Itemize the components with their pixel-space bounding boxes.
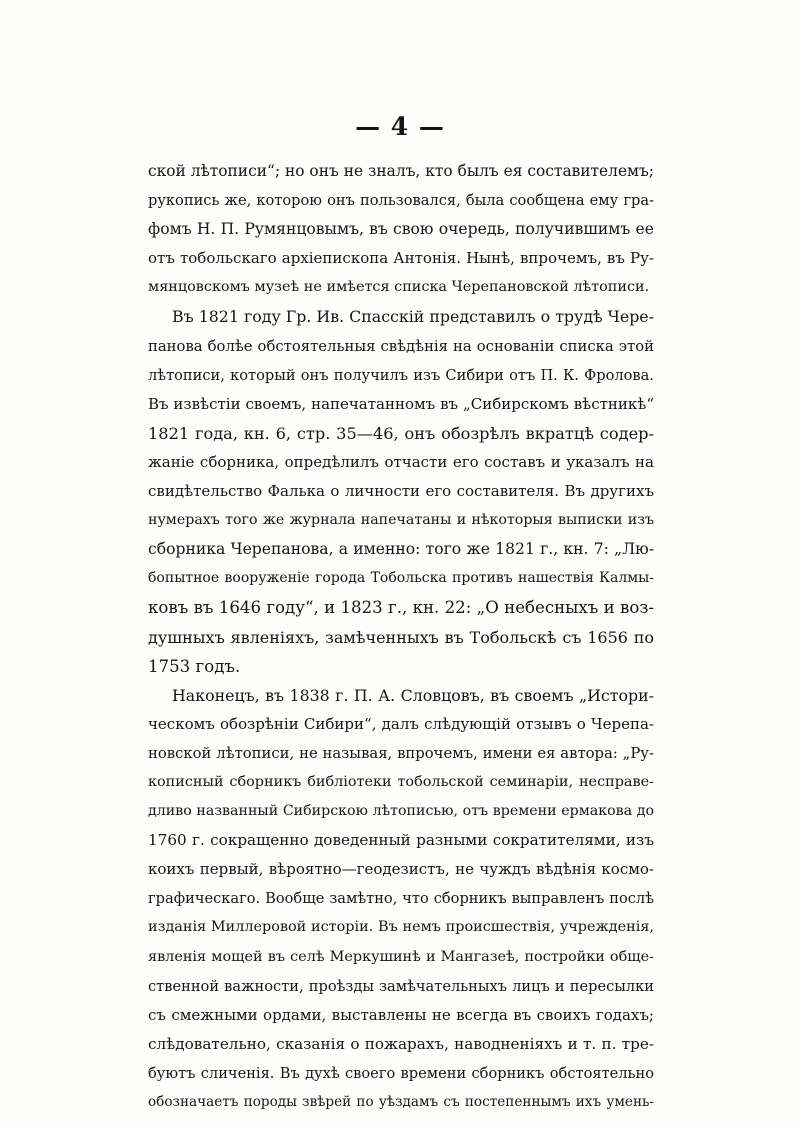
text-line: буютъ сличенія. Въ духѣ своего времени сборникъ обстоятельно [148, 1064, 654, 1082]
text-line: кописный сборникъ библіотеки тобольской семинаріи, несправе- [148, 773, 654, 790]
text-line: явленія мощей въ селѣ Меркушинѣ и Мангазеѣ, постройки обще- [148, 948, 654, 965]
text-line: рукопись же, которою онъ пользовался, была сообщена ему гра- [148, 192, 654, 210]
text-line: ковъ въ 1646 году“, и 1823 г., кн. 22: „О небесныхъ и воз- [148, 598, 654, 618]
text-line: дливо названный Сибирскою лѣтописью, отъ времени ермакова до [148, 803, 654, 820]
text-line: ственной важности, проѣзды замѣчательныхъ лицъ и пересылки [148, 977, 654, 995]
text-line: душныхъ явленіяхъ, замѣченныхъ въ Тобольскѣ съ 1656 по [148, 627, 654, 647]
text-line: ской лѣтописи“; но онъ не зналъ, кто былъ ея составителемъ; [148, 162, 654, 180]
text-line: новской лѣтописи, не называя, впрочемъ, имени ея автора: „Ру- [148, 744, 654, 762]
text-line: жаніе сборника, опредѣлилъ отчасти его составъ и указалъ на [148, 452, 654, 471]
text-line: съ смежными ордами, выставлены не всегда въ своихъ годахъ; [148, 1005, 654, 1024]
text-line: 1821 года, кн. 6, стр. 35—46, онъ обозрѣлъ вкратцѣ содер- [148, 423, 654, 443]
text-line: слѣдовательно, сказанія о пожарахъ, наводненіяхъ и т. п. тре- [148, 1034, 654, 1053]
text-line: 1753 годъ. [148, 656, 241, 676]
text-line: лѣтописи, который онъ получилъ изъ Сибири отъ П. К. Фролова. [148, 366, 654, 384]
text-line: ческомъ обозрѣніи Сибири“, далъ слѣдующій отзывъ о Черепа- [148, 714, 654, 733]
text-line: графическаго. Вообще замѣтно, что сборникъ выправленъ послѣ [148, 890, 654, 908]
text-line: отъ тобольскаго архіепископа Антонія. Нынѣ, впрочемъ, въ Ру- [148, 249, 654, 268]
text-line: фомъ Н. П. Румянцовымъ, въ свою очередь, получившимъ ее [148, 220, 654, 239]
text-line: сборника Черепанова, а именно: того же 1821 г., кн. 7: „Лю- [148, 540, 654, 559]
text-line: 1760 г. сокращенно доведенный разными сократителями, изъ [148, 831, 654, 850]
text-line: свидѣтельство Фалька о личности его составителя. Въ другихъ [148, 482, 654, 501]
text-line: панова болѣе обстоятельныя свѣдѣнія на основаніи списка этой [148, 337, 654, 355]
text-line: изданія Миллеровой исторіи. Въ немъ происшествія, учрежденія, [148, 919, 654, 936]
text-line: бопытное вооруженіе города Тобольска противъ нашествія Калмы- [148, 570, 654, 587]
text-line: Въ 1821 году Гр. Ив. Спасскій представилъ о трудѣ Чере- [172, 307, 654, 327]
text-line: Наконецъ, въ 1838 г. П. А. Словцовъ, въ своемъ „Истори- [172, 685, 654, 705]
text-line: Въ извѣстіи своемъ, напечатанномъ въ „Сибирскомъ вѣстникѣ“ [148, 394, 654, 413]
page-number: — 4 — [355, 112, 445, 141]
text-line: мянцовскомъ музеѣ не имѣется списка Черепановской лѣтописи. [148, 279, 650, 296]
body-text [148, 157, 654, 1117]
text-line: обозначаетъ породы звѣрей по уѣздамъ съ постепеннымъ ихъ умень- [148, 1094, 654, 1110]
text-line: нумерахъ того же журнала напечатаны и нѣкоторыя выписки изъ [148, 512, 654, 529]
text-line: коихъ первый, вѣроятно—геодезистъ, не чуждъ вѣдѣнія космо- [148, 860, 654, 879]
